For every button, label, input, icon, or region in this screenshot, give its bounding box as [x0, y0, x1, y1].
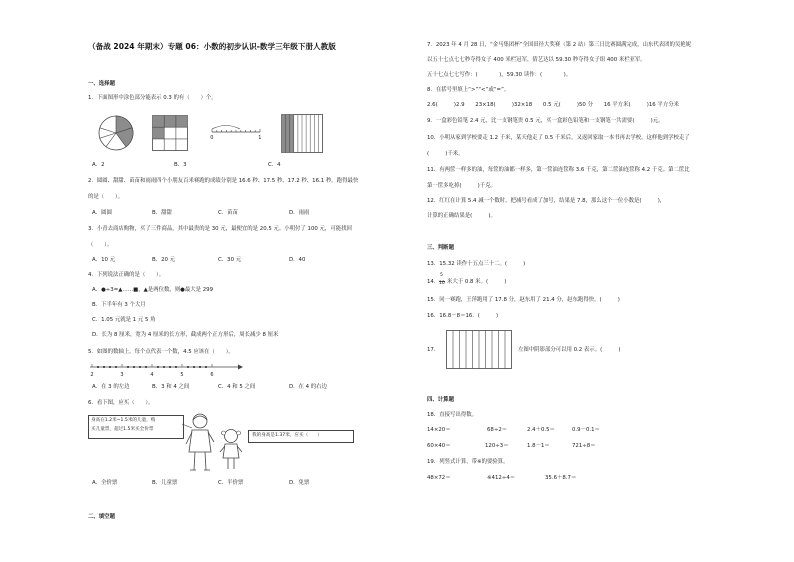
question-11-line-1: 11．有两筐一样多的油，每筐的油都一样多，第一筐油连筐称 3.6 千克，第二筐油连筐称 4.2 千克。第二筐比	[427, 167, 690, 173]
q2-option-a[interactable]: A．圆圆	[92, 210, 112, 216]
q4-option-d[interactable]: D．长为 8 厘米，宽为 4 厘米的长方形，截成两个正方形后，周长减少 8 厘米	[92, 332, 279, 338]
q2-option-d[interactable]: D．雨雨	[289, 210, 310, 216]
q6-option-a[interactable]: A．全价票	[92, 480, 118, 486]
question-3-stem: 3．小青去商店购物，买了三件商品，其中最贵的是 30 元，最便宜的是 20.5 元。小明付了 100 元，可能找回	[88, 226, 352, 232]
q6-adult-speech-line-1: 身高在1.2米~1.5米的儿童，购	[91, 418, 156, 423]
question-8-stem: 8．在括号里填上“>”“<”或“=”。	[427, 87, 510, 93]
question-5-stem: 5．如图的数轴上，每个点代表一个数，4.5 应该在（ ）。	[88, 349, 234, 355]
question-2-stem: 2．圆圆、甜甜、苗苗和雨雨四个小朋友百米赛跑的成绩分别是 16.6 秒、17.5 秒、17.2 秒、16.1 秒。跑得最快	[88, 178, 359, 184]
q2-option-c[interactable]: C．苗苗	[218, 210, 238, 216]
calc-item-0.9minus0.1[interactable]: 0.9－0.1＝	[572, 427, 600, 433]
q6-adult-speech-line-2: 买儿童票，超过1.5米买全价票	[91, 427, 154, 432]
q6-child-speech-text: 我的身高是1.37米，应买（ ）	[252, 433, 322, 438]
q1-option-c[interactable]: C．4	[268, 162, 281, 168]
q14-fraction-numerator: 5	[440, 273, 443, 278]
question-6-stem: 6．看下图，应买（ ）。	[88, 400, 154, 406]
q1-option-b[interactable]: B．3	[174, 162, 187, 168]
q3-option-a[interactable]: A．10 元	[92, 257, 116, 263]
q6-adult-speech-box	[88, 415, 184, 439]
q2-option-b[interactable]: B．甜甜	[152, 210, 172, 216]
question-16[interactable]: 16．16.8－8＝16．( )	[427, 313, 499, 319]
question-7-line-3[interactable]: 五十七点七七写作：( )，59.30 读作：( )。	[427, 72, 572, 78]
q4-option-c[interactable]: C．1.05 元就是 1 元 5 角	[92, 317, 156, 323]
q1-shaded-circle-figure	[96, 113, 136, 153]
q1-line-label-1: 1	[258, 135, 262, 141]
q5-number-axis-figure	[86, 358, 246, 380]
q6-child-figure	[218, 428, 244, 472]
q6-option-c[interactable]: C．半价票	[218, 480, 244, 486]
q6-child-speech-box	[248, 430, 354, 443]
q5-axis-label-4: 4	[150, 372, 154, 378]
calc-item-2.4plus0.5[interactable]: 2.4＋0.5＝	[527, 427, 555, 433]
section-heading-choice: 一、选择题	[88, 81, 115, 87]
q6-option-d[interactable]: D．免票	[289, 480, 310, 486]
question-15[interactable]: 15．同一赛跑，王萍跑用了 17.8 分，赵东用了 21.4 分，赵东跑得快。( )	[427, 297, 620, 303]
calc-item-68div2[interactable]: 68÷2＝	[487, 427, 508, 433]
q5-option-c[interactable]: C．4 和 5 之间	[218, 384, 256, 390]
q17-shaded-strips-figure	[446, 330, 512, 370]
calc-item-48x72[interactable]: 48×72＝	[427, 475, 451, 481]
calc-item-120div3[interactable]: 120÷3＝	[485, 443, 509, 449]
q14-fraction-denominator: 10	[439, 281, 445, 286]
section-heading-fill: 二、填空题	[88, 514, 115, 520]
question-9[interactable]: 9．一盒彩色铅笔 2.4 元，比一支钢笔贵 0.5 元，买一盒彩色铅笔和一支钢笔一共需要( )元。	[427, 118, 664, 124]
question-11-line-2[interactable]: 第一筐多吃掉( )千克。	[427, 183, 496, 189]
question-2-stem-cont: 的是（ ）。	[88, 194, 124, 200]
question-3-stem-cont: （ ）。	[88, 242, 113, 248]
q3-option-b[interactable]: B．20 元	[152, 257, 176, 263]
question-7-line-2: 以五十七点七七秒夺得女子 400 米栏冠军，倩艺达以 59.30 秒夺得女子组 400 米栏亚军。	[427, 57, 646, 63]
page-title: （备战 2024 年期末）专题 06：小数的初步认识-数学三年级下册人教版	[88, 42, 336, 51]
question-8-compare-row[interactable]: 2.6( )2.9 23×18( )32×18 0.5 元( )50 分 16 平方米( )16 平方分米	[427, 102, 679, 108]
q4-option-a[interactable]: A．●÷3=▲……■，▲是两位数，则●最大是 299	[92, 287, 214, 293]
question-18-stem: 18．直接写出得数。	[427, 412, 477, 418]
q3-option-c[interactable]: C．30 元	[218, 257, 242, 263]
q1-line-label-0: 0	[210, 135, 214, 141]
question-14-prefix: 14．	[427, 279, 440, 285]
calc-item-721div8[interactable]: 721÷8＝	[572, 443, 596, 449]
question-12-line-2[interactable]: 计算的正确结果是( )。	[427, 213, 496, 219]
q1-number-line-figure	[206, 118, 266, 148]
calc-item-14x20[interactable]: 14×20＝	[427, 427, 451, 433]
q5-axis-label-3: 3	[120, 372, 124, 378]
q6-option-b[interactable]: B．儿童票	[152, 480, 178, 486]
question-13[interactable]: 13．15.32 读作十五点三十二。( )	[427, 261, 526, 267]
right-column	[397, 0, 794, 562]
calc-item-35.6plus8.7[interactable]: 35.6＋8.7＝	[545, 475, 577, 481]
q3-option-d[interactable]: D．40	[289, 257, 306, 263]
q5-option-b[interactable]: B．3 和 4 之间	[152, 384, 190, 390]
question-10-line-1: 10．小明从家到学校要走 1.2 千米，某天他走了 0.5 千米后，又返回家取一本书再去学校，这样他到学校走了	[427, 135, 690, 141]
calc-item-60x40[interactable]: 60×40＝	[427, 443, 451, 449]
question-4-stem: 4．下列说法正确的是（ ）。	[88, 272, 165, 278]
q1-shaded-grid-figure	[152, 115, 188, 151]
question-19-stem: 19．列竖式计算，带※的要验算。	[427, 459, 509, 465]
section-heading-calc: 四、计算题	[427, 397, 454, 403]
q6-adult-figure	[180, 412, 220, 474]
question-12-line-1[interactable]: 12．红红在计算 5.4 减一个数时，把减号看成了加号，结果是 7.8，那么这个一位小数是( )，	[427, 198, 666, 204]
q5-option-a[interactable]: A．在 3 的左边	[92, 384, 130, 390]
question-14-text[interactable]: 米大于 0.8 米。( )	[447, 279, 507, 285]
question-17-text[interactable]: 左图中阴影部分可以用 0.2 表示。( )	[518, 347, 621, 353]
question-7-line-1: 7．2023 年 4 月 28 日，“金马集团杯”全国田径大奖赛（第 2 站）第三日比赛圆满完成，山东代表团的吴艳妮	[427, 42, 692, 48]
calc-item-412div4[interactable]: ※412÷4＝	[487, 475, 516, 481]
section-heading-judge: 三、判断题	[427, 245, 454, 251]
q5-option-d[interactable]: D．在 4 的右边	[289, 384, 327, 390]
question-1-stem: 1．下面图形中涂色部分能表示 0.3 的有（ ）个。	[88, 95, 217, 101]
q1-shaded-strips-figure	[281, 114, 323, 154]
question-17-number: 17．	[427, 347, 440, 353]
question-10-line-2[interactable]: ( )千米。	[427, 151, 464, 157]
q5-axis-label-2: 2	[90, 372, 94, 378]
q1-option-a[interactable]: A．2	[92, 162, 105, 168]
q5-axis-label-5: 5	[180, 372, 184, 378]
calc-item-1.8minus1[interactable]: 1.8－1＝	[527, 443, 550, 449]
q5-axis-label-6: 6	[210, 372, 214, 378]
q4-option-b[interactable]: B．下半年有 3 个大月	[92, 302, 146, 308]
